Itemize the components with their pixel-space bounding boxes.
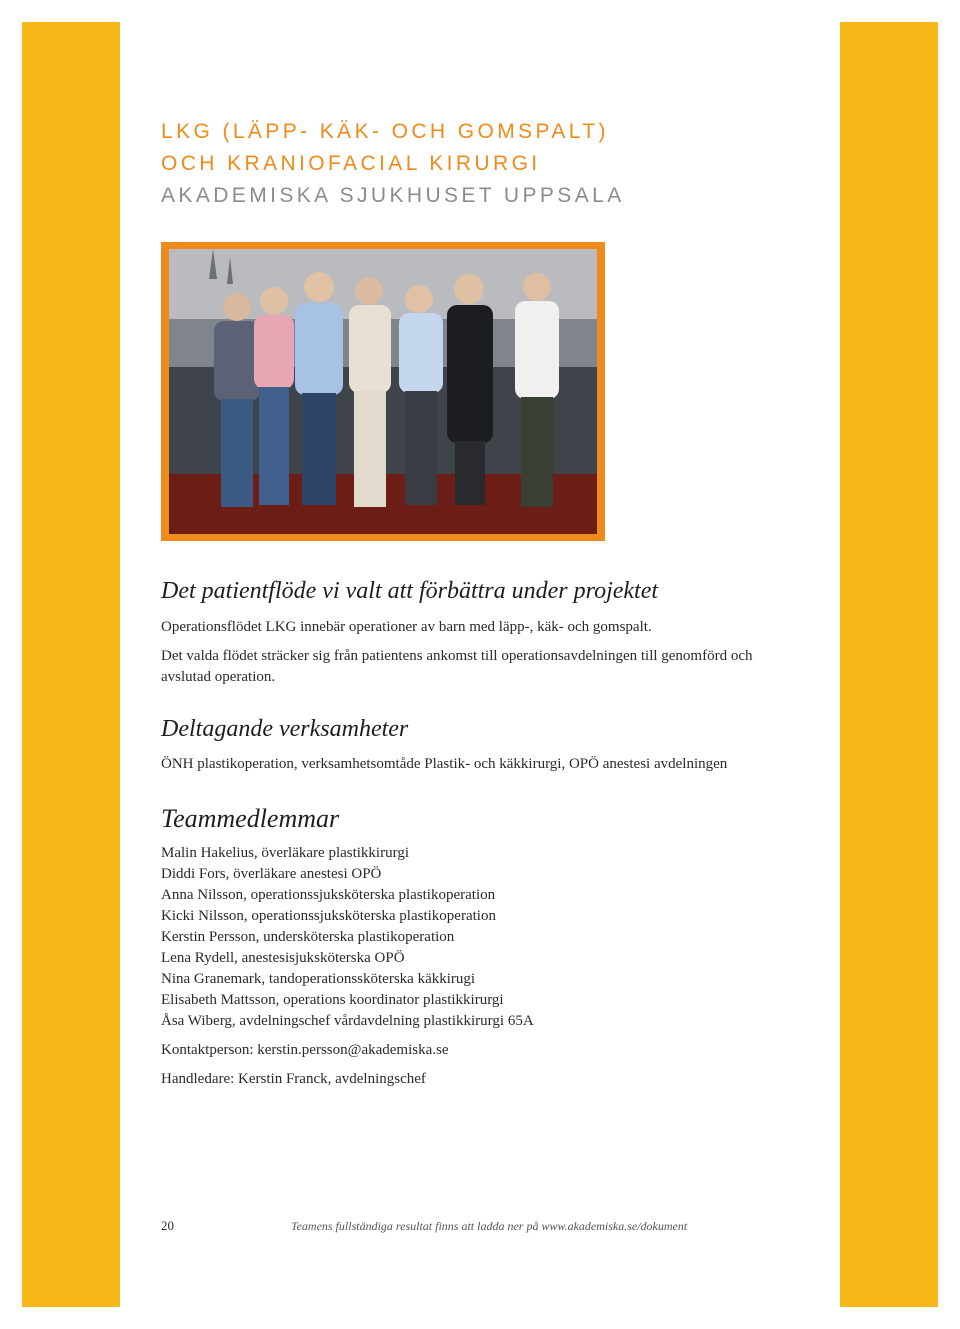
list-item: Kerstin Persson, undersköterska plastikoperation [161, 929, 455, 945]
section-title-patient-flow: Det patientflöde vi valt att förbättra under projektet [161, 578, 659, 604]
team-member-list [161, 843, 534, 1032]
heading-line-3: AKADEMISKA SJUKHUSET UPPSALA [161, 184, 625, 207]
participants-text: ÖNH plastikoperation, verksamhetsomtåde Plastik- och käkkirurgi, OPÖ anestesi avdelningen [161, 756, 728, 772]
list-item: Malin Hakelius, överläkare plastikkirurgi [161, 845, 409, 861]
heading-line-2: OCH KRANIOFACIAL KIRURGI [161, 152, 541, 175]
team-photo-illustration [169, 249, 597, 534]
page-heading [161, 116, 625, 212]
team-photo [169, 249, 597, 534]
advisor: Handledare: Kerstin Franck, avdelningschef [161, 1071, 426, 1087]
list-item: Elisabeth Mattsson, operations koordinator plastikkirurgi [161, 992, 504, 1008]
list-item: Nina Granemark, tandoperationssköterska käkkirugi [161, 971, 476, 987]
list-item: Diddi Fors, överläkare anestesi OPÖ [161, 866, 382, 882]
section-title-participants: Deltagande verksamheter [161, 716, 409, 742]
team-photo-frame [161, 242, 605, 541]
page-number: 20 [161, 1218, 174, 1233]
accent-bar-left [22, 22, 120, 1307]
heading-line-1: LKG (LÄPP- KÄK- OCH GOMSPALT) [161, 120, 609, 143]
list-item: Åsa Wiberg, avdelningschef vårdavdelning plastikkirurgi 65A [161, 1013, 534, 1029]
list-item: Kicki Nilsson, operationssjuksköterska plastikoperation [161, 908, 496, 924]
patient-flow-paragraph-1: Operationsflödet LKG innebär operationer av barn med läpp-, käk- och gomspalt. [161, 619, 652, 635]
list-item: Anna Nilsson, operationssjuksköterska plastikoperation [161, 887, 496, 903]
section-title-team: Teammedlemmar [161, 804, 340, 833]
accent-bar-right [840, 22, 938, 1307]
contact-person: Kontaktperson: kerstin.persson@akademiska.se [161, 1042, 449, 1058]
footer-note: Teamens fullständiga resultat finns att ladda ner på www.akademiska.se/dokument [291, 1219, 688, 1233]
patient-flow-paragraph-2: Det valda flödet sträcker sig från patientens ankomst till operationsavdelningen till genomförd och avslutad operation. [161, 648, 753, 685]
list-item: Lena Rydell, anestesisjuksköterska OPÖ [161, 950, 405, 966]
